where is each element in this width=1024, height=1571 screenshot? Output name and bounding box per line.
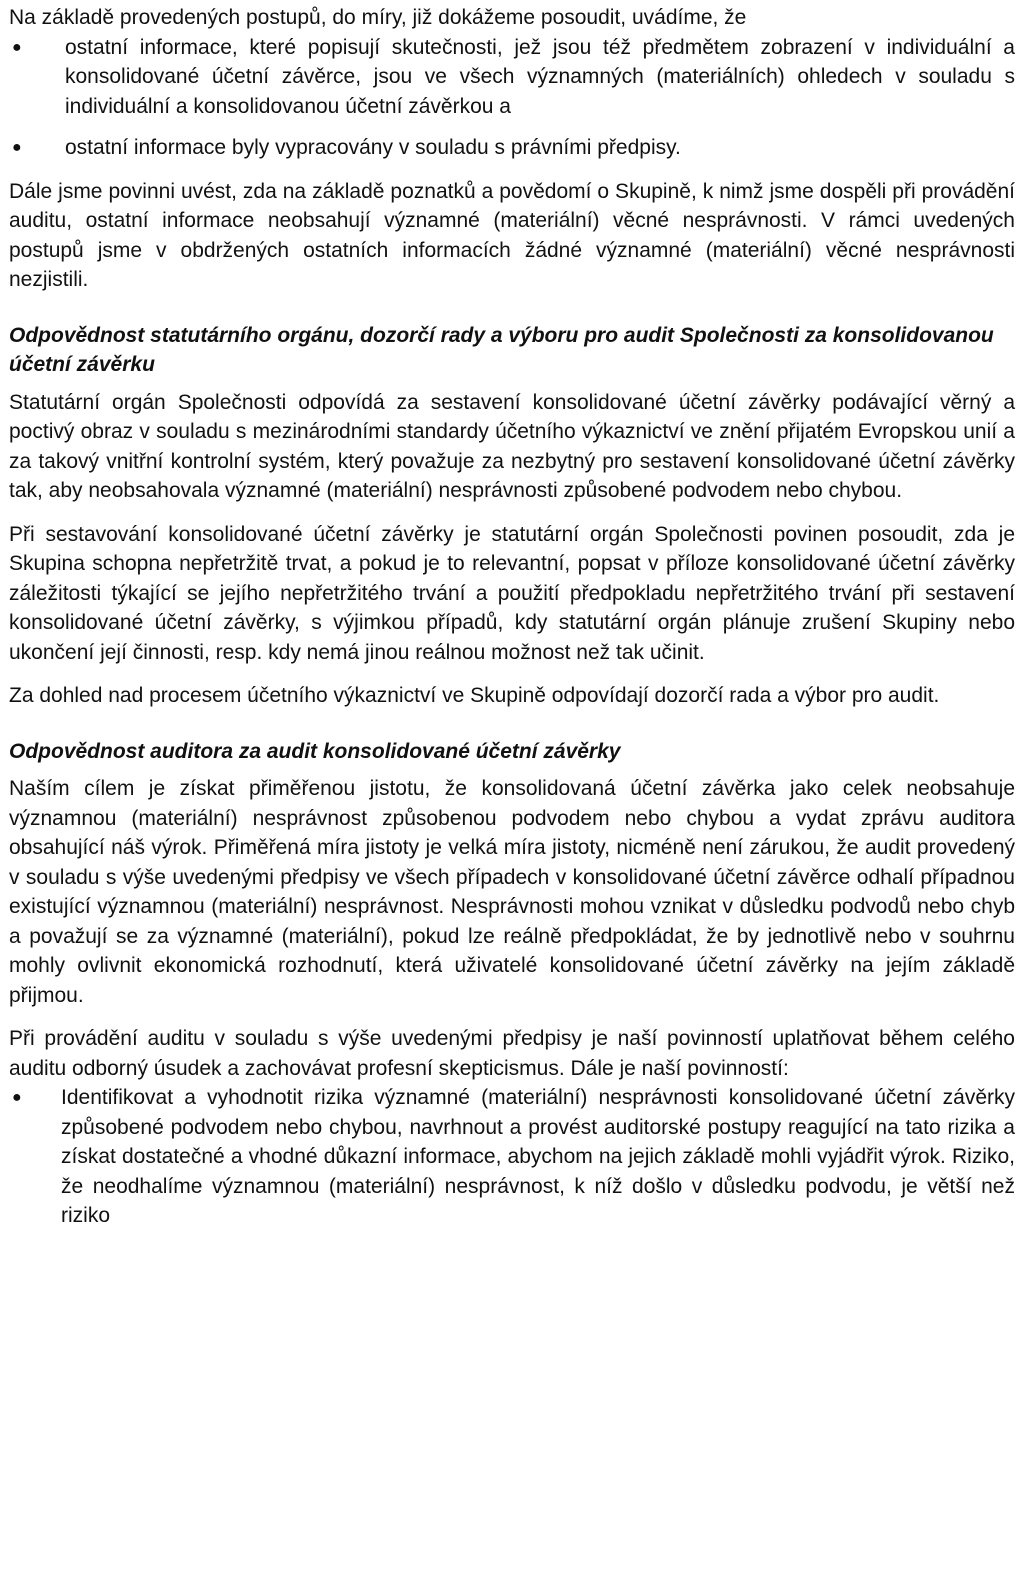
list-item-text: ostatní informace byly vypracovány v souladu s právními předpisy. — [65, 136, 681, 159]
section-heading-statutory: Odpovědnost statutárního orgánu, dozorčí rady a výboru pro audit Společnosti za konsolidovanou účetní závěrku — [9, 323, 994, 376]
statutory-paragraph-3: Za dohled nad procesem účetního výkaznictví ve Skupině odpovídají dozorčí rada a výbor pro audit. — [9, 684, 940, 707]
bullet-icon: ● — [12, 38, 22, 56]
list-item — [9, 133, 1015, 163]
statutory-paragraph-1: Statutární orgán Společnosti odpovídá za sestavení konsolidované účetní závěrky podávající věrný a poctivý obraz v souladu s mezinárodními standardy účetního výkaznictví ve znění přijatém Evropskou unií a za takový vnitřní kontrolní systém, který považuje za nezbytný pro sestavení konsolidované účetní závěrky tak, aby neobsahovala významné (materiální) nesprávnosti způsobené podvodem nebo chybou. — [9, 390, 1015, 502]
other-information-paragraph: Dále jsme povinni uvést, zda na základě poznatků a povědomí o Skupině, k nimž jsme dospěli při provádění auditu, ostatní informace neobsahují významné (materiální) věcné nesprávnosti. V rámci uvedených postupů jsme v obdržených ostatních informacích žádné významné (materiální) věcné nesprávnosti nezjistili. — [9, 179, 1015, 291]
bullet-icon: ● — [12, 1089, 22, 1106]
list-item-text: Identifikovat a vyhodnotit rizika významné (materiální) nesprávnosti konsolidované účetní závěrky způsobené podvodem nebo chybou, navrhnout a provést auditorské postupy reagující na tato rizika a získat dostatečné a vhodné důkazní informace, abychom na jejich základě mohli vyjádřit výrok. Riziko, že neodhalíme významnou (materiální) nesprávnost, k níž došlo v důsledku podvodu, je větší než riziko — [61, 1086, 1015, 1227]
list-item — [9, 1083, 1015, 1231]
auditor-duties-list — [9, 1083, 1015, 1231]
findings-list — [9, 33, 1015, 163]
auditor-paragraph-1: Naším cílem je získat přiměřenou jistotu, že konsolidovaná účetní závěrka jako celek neobsahuje významnou (materiální) nesprávnost způsobenou podvodem nebo chybou a vydat zprávu auditora obsahující náš výrok. Přiměřená míra jistoty je velká míra jistoty, nicméně není zárukou, že audit provedený v souladu s výše uvedenými předpisy ve všech případech v konsolidované účetní závěrce odhalí případnou existující významnou (materiální) nesprávnost. Nesprávnosti mohou vznikat v důsledku podvodů nebo chyb a považují se za významné (materiální), pokud lze reálně předpokládat, že by jednotlivě nebo v souhrnu mohly ovlivnit ekonomická rozhodnutí, která uživatelé konsolidované účetní závěrky na jejím základě přijmou. — [9, 777, 1015, 1007]
list-item-text: ostatní informace, které popisují skutečnosti, jež jsou též předmětem zobrazení v individuální a konsolidované účetní závěrce, jsou ve všech významných (materiálních) ohledech v souladu s individuální a konsolidovanou účetní závěrkou a — [65, 35, 1015, 118]
intro-paragraph: Na základě provedených postupů, do míry, již dokážeme posoudit, uvádíme, že — [9, 6, 747, 29]
section-heading-auditor: Odpovědnost auditora za audit konsolidované účetní závěrky — [9, 739, 621, 763]
list-item — [9, 33, 1015, 122]
auditor-paragraph-2: Při provádění auditu v souladu s výše uvedenými předpisy je naší povinností uplatňovat během celého auditu odborný úsudek a zachovávat profesní skepticismus. Dále je naší povinností: — [9, 1027, 1015, 1080]
bullet-icon: ● — [12, 139, 22, 156]
document-page — [9, 0, 1015, 1231]
statutory-paragraph-2: Při sestavování konsolidované účetní závěrky je statutární orgán Společnosti povinen posoudit, zda je Skupina schopna nepřetržitě trvat, a pokud je to relevantní, popsat v příloze konsolidované účetní závěrky záležitosti týkající se jejího nepřetržitého trvání a použití předpokladu nepřetržitého trvání při sestavení konsolidované účetní závěrky, s výjimkou případů, kdy statutární orgán plánuje zrušení Skupiny nebo ukončení její činnosti, resp. kdy nemá jinou reálnou možnost než tak učinit. — [9, 522, 1015, 664]
